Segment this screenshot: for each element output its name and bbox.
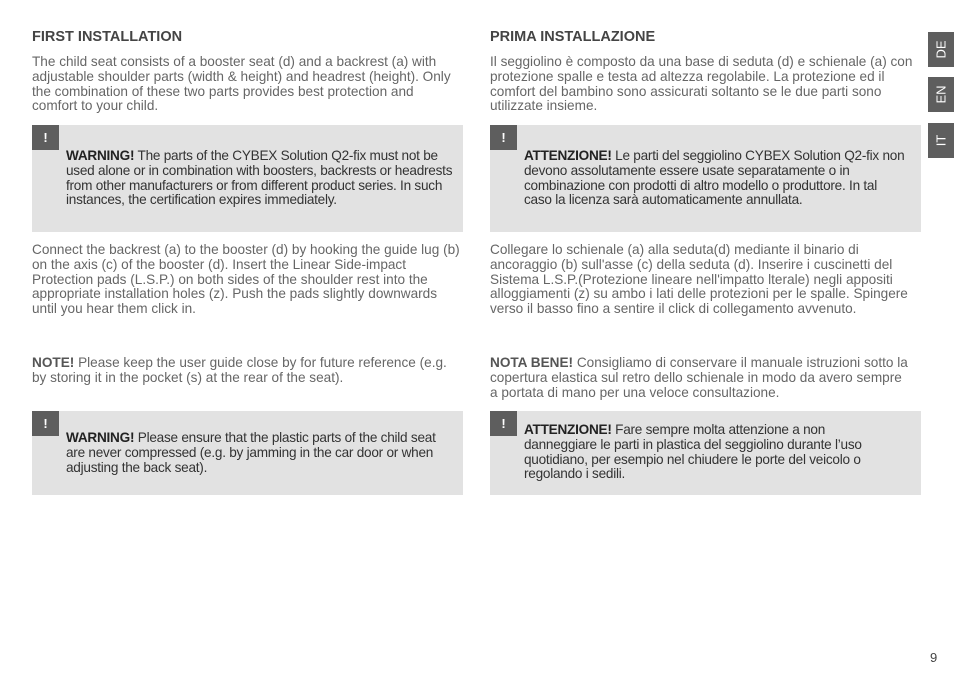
note-label: NOTA BENE!	[490, 355, 574, 370]
tab-de[interactable]	[928, 32, 954, 67]
section-heading: PRIMA INSTALLAZIONE	[490, 29, 656, 45]
exclamation-icon: !	[32, 411, 59, 436]
warning-text	[524, 149, 908, 208]
note-label: NOTE!	[32, 355, 75, 370]
exclamation-icon: !	[32, 125, 59, 150]
warning-label: ATTENZIONE!	[524, 422, 612, 437]
section-heading: FIRST INSTALLATION	[32, 29, 183, 45]
connect-paragraph: Connect the backrest (a) to the booster (d) by hooking the guide lug (b) on the axis (c) of the booster (d). Insert the Linear Side-impact Protection pads (L.S.P.) on both sides of the shoulder rest into the appropriate installation holes (z). Push the pads slightly downwards until you hear them click in.	[32, 242, 460, 317]
page-number: 9	[930, 650, 938, 665]
exclamation-icon: !	[490, 125, 517, 150]
warning-body: The parts of the CYBEX Solution Q2-fix must not be used alone or in combination with boosters, backrests or headrests from other manufacturers or from different product series. In such instances, the certification expires immediately.	[66, 148, 453, 208]
note-paragraph	[32, 356, 457, 386]
tab-en[interactable]	[928, 77, 954, 112]
intro-paragraph: The child seat consists of a booster seat (d) and a backrest (a) with adjustable shoulder parts (width & height) and headrest (height). Only the combination of these two parts provides best protection and comfort to your child.	[32, 54, 451, 114]
warning-label: ATTENZIONE!	[524, 148, 612, 163]
connect-paragraph: Collegare lo schienale (a) alla seduta(d) mediante il binario di ancoraggio (b) sull'asse (c) della seduta (d). Inserire i cuscinetti del Sistema L.S.P.(Protezione lineare nell'impatto lterale) negli appositi alloggiamenti (z) su ambo i lati delle protezioni per le spalle. Spingere verso il basso fino a sentire il click di collegamento avvenuto.	[490, 242, 908, 317]
note-paragraph	[490, 356, 910, 400]
tab-label: EN	[933, 85, 949, 104]
warning-body: Le parti del seggiolino CYBEX Solution Q2-fix non devono assolutamente essere usate separatamente o in combinazione con prodotti di altro modello o produttore. In tal caso la licenza sarà automaticamente annullata.	[524, 148, 905, 208]
intro-paragraph: Il seggiolino è composto da una base di seduta (d) e schienale (a) con protezione spalle e testa ad altezza regolabile. La protezione ed il comfort del bambino sono assicurati soltanto se le due parti sono utilizzate insieme.	[490, 54, 913, 114]
warning-text	[66, 149, 458, 208]
warning-box	[32, 125, 463, 232]
warning-box	[490, 125, 921, 232]
warning-body: Fare sempre molta attenzione a non danneggiare le parti in plastica del seggiolino durante l’uso quotidiano, per esempio nel chiudere le porte del veicolo o regolando i sedili.	[524, 422, 862, 482]
warning-box	[490, 411, 921, 495]
tab-label: IT	[933, 134, 949, 147]
tab-label: DE	[933, 40, 949, 59]
warning-label: WARNING!	[66, 148, 135, 163]
warning-body: Please ensure that the plastic parts of the child seat are never compressed (e.g. by jamming in the car door or when adjusting the back seat).	[66, 430, 436, 475]
note-body: Consigliamo di conservare il manuale istruzioni sotto la copertura elastica sul retro dello schienale in modo da avero sempre a portata di mano per una veloce consultazione.	[490, 355, 908, 400]
note-body: Please keep the user guide close by for future reference (e.g. by storing it in the pocket (s) at the rear of the seat).	[32, 355, 447, 385]
warning-text	[66, 431, 448, 475]
warning-label: WARNING!	[66, 430, 135, 445]
exclamation-icon: !	[490, 411, 517, 436]
warning-text	[524, 423, 896, 482]
warning-box	[32, 411, 463, 495]
tab-it[interactable]	[928, 123, 954, 158]
